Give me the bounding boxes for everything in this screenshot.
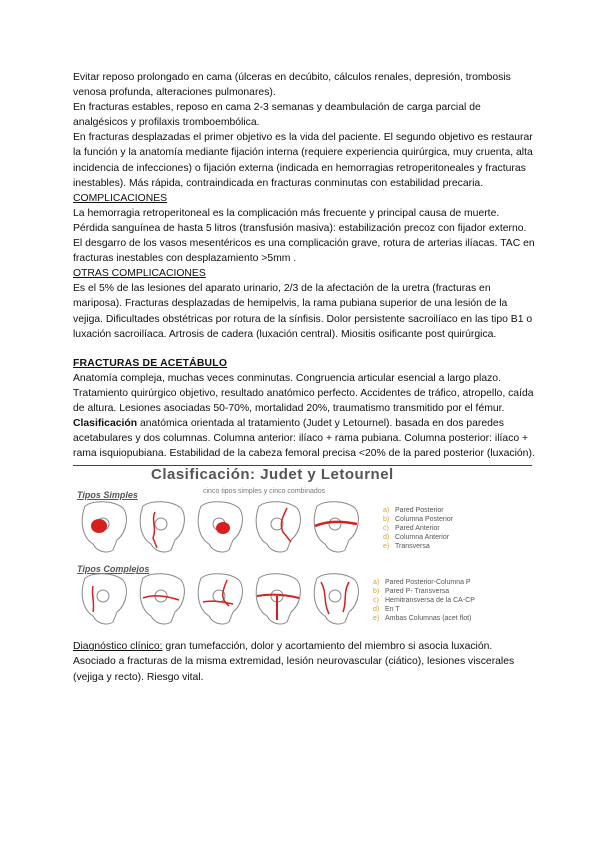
complex-diagram-4	[256, 574, 300, 624]
simples-legend	[383, 506, 453, 551]
figure-title: Clasificación: Judet y Letournel	[151, 466, 394, 484]
clasificacion-text: anatómica orientada al tratamiento (Judet y Letournel). basada en dos paredes acetabulares y dos columnas. Columna anterior: ilíaco + rama pubiana. Columna posterior: ilíaco + rama isquiopubiana. Estabilidad de la cabeza femoral precisa <20% de la pared posterior (luxación).	[73, 418, 535, 460]
paragraph-reposo: Evitar reposo prolongado en cama (úlceras en decúbito, cálculos renales, depresión, trombosis venosa profunda, alteraciones pulmonares).	[73, 72, 511, 99]
heading-otras-complicaciones: OTRAS COMPLICACIONES	[73, 268, 206, 280]
tipos-complejos-label: Tipos Complejos	[77, 564, 150, 575]
diagnostico-label: Diagnóstico clínico:	[73, 641, 163, 653]
figure-subtitle: cinco tipos simples y cinco combinados	[203, 488, 326, 496]
legend-simple-e: e) Transversa	[383, 543, 430, 551]
complex-diagram-5	[314, 574, 358, 624]
complex-diagram-1	[82, 574, 126, 624]
paragraph-fracturas-estables: En fracturas estables, reposo en cama 2-3 semanas y deambulación de carga parcial de analgésicos y profilaxis tromboembólica.	[73, 102, 481, 129]
legend-complex-c: c) Hemitransversa de la CA-CP	[373, 597, 475, 605]
complex-diagram-2	[140, 574, 184, 624]
complejos-pelvis-diagrams	[73, 572, 373, 628]
diagnostico-text: gran tumefacción, dolor y acortamiento del miembro si asocia luxación. Asociado a fracturas de la misma extremidad, lesión neurovascular (ciático), lesiones viscerales (vejiga y recto). Riesgo vital.	[73, 641, 515, 683]
document-page	[73, 70, 535, 685]
paragraph-otras-complicaciones: Es el 5% de las lesiones del aparato urinario, 2/3 de la afectación de la uretra (fracturas en mariposa). Fracturas desplazadas de hemipelvis, la rama pubiana superior de una lesión de la vejiga. Dificultades obstétricas por rotura de la sínfisis. Dolor persistente sacroilíaco en las tipo B1 o luxación sacroilíaca. Artrosis de cadera (luxación central). Miositis osificante post quirúrgica.	[73, 283, 533, 340]
legend-simple-a: a) Pared Posterior	[383, 507, 444, 515]
complex-diagram-3	[198, 574, 242, 624]
simple-diagram-5	[314, 502, 358, 552]
heading-complicaciones: COMPLICACIONES	[73, 192, 168, 204]
simple-diagram-4	[256, 502, 300, 552]
simples-pelvis-diagrams	[73, 498, 373, 558]
paragraph-fracturas-desplazadas: En fracturas desplazadas el primer objetivo es la vida del paciente. El segundo objetivo es restaurar la función y la anatomía mediante fijación interna (requiere experiencia quirúrgica, muy cruenta, alta incidencia de infecciones) o fijación externa (indicada en hemorragias retroperitoneales y fracturas inestables). Más rápida, contraindicada en fracturas conminutas con estabilidad precaria.	[73, 132, 533, 189]
clasificacion-label: Clasificación	[73, 418, 138, 430]
legend-simple-d: d) Columna Anterior	[383, 534, 450, 542]
paragraph-diagnostico	[73, 639, 535, 684]
tipos-simples-label: Tipos Simples	[77, 490, 138, 501]
legend-complex-a: a) Pared Posterior-Columna P	[373, 579, 471, 587]
legend-complex-b: b) Pared P- Transversa	[373, 588, 450, 596]
heading-fracturas-acetabulo: FRACTURAS DE ACETÁBULO	[73, 357, 228, 369]
legend-simple-b: b) Columna Posterior	[383, 516, 453, 524]
simple-diagram-3	[198, 502, 242, 552]
legend-complex-e: e) Ambas Columnas (acet flot)	[373, 615, 472, 623]
legend-complex-d: d) En T	[373, 606, 400, 614]
judet-letournel-figure	[73, 465, 532, 629]
simple-diagram-1	[82, 502, 126, 552]
simple-diagram-2	[140, 502, 184, 552]
paragraph-acetabulo-intro: Anatomía compleja, muchas veces conminutas. Congruencia articular esencial a largo plazo. Tratamiento quirúrgico objetivo, resultado anatómico perfecto. Accidentes de tráfico, atropello, caída de altura. Lesiones asociadas 50-70%, mortalidad 20%, traumatismo transmitido por el fémur.	[73, 372, 534, 414]
complejos-legend	[373, 578, 475, 623]
legend-simple-c: c) Pared Anterior	[383, 525, 440, 533]
paragraph-complicaciones: La hemorragia retroperitoneal es la complicación más frecuente y principal causa de muerte. Pérdida sanguínea de hasta 5 litros (transfusión masiva): estabilización precoz con fijador externo. El desgarro de los vasos mesentéricos es una complicación grave, rotura de arterias ilíacas. TAC en fracturas inestables con desplazamiento >5mm .	[73, 207, 535, 265]
paragraph-clasificacion	[73, 416, 535, 461]
